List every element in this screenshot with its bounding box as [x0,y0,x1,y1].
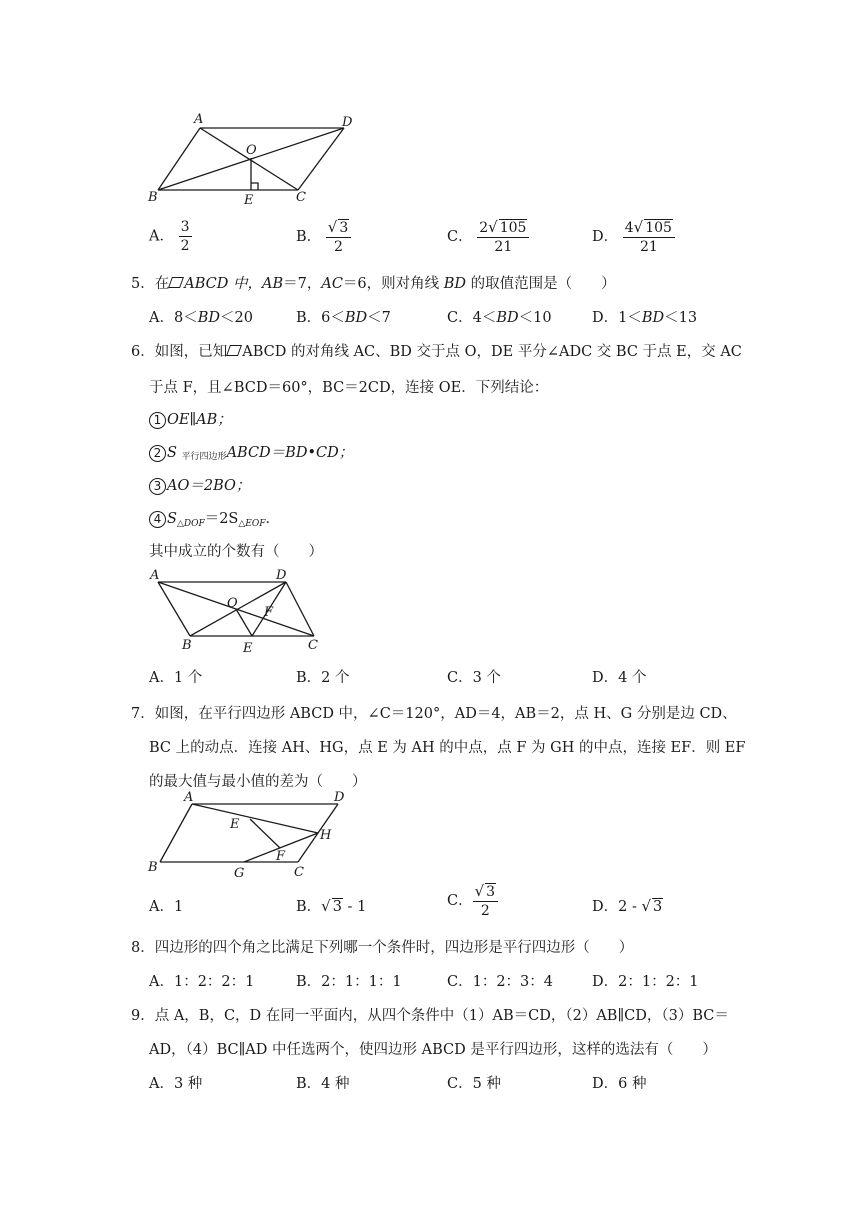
fig6-label-o: O [227,596,238,611]
q6-conclusion-3: 3 AO＝2BO； [149,474,250,495]
q6-stem-line1: 6．如图，已知 ABCD 的对角线 AC、BD 交于点 O，DE 平分∠ADC 交 BC 于点 E，交 AC [131,344,742,360]
q9-option-d[interactable]: D．6 种 [592,1076,647,1092]
fig4-label-e: E [244,193,254,208]
q5-option-d[interactable]: D．1＜BD＜13 [592,310,698,326]
fig7-label-h: H [320,828,332,843]
q4-option-b[interactable] [296,218,351,256]
q6-question: 其中成立的个数有（ ） [149,544,323,560]
figure-q4-parallelogram [140,110,370,210]
fig4-right-angle [251,183,258,190]
fig6-label-d: D [276,568,287,583]
fig7-label-b: B [148,860,158,875]
q4-option-a-label: A． [149,228,174,245]
fig7-label-a: A [184,790,194,805]
fig6-label-c: C [308,638,318,653]
q6-stem-line2: 于点 F，且∠BCD＝60°，BC＝2CD，连接 OE．下列结论： [149,380,549,396]
q7-option-a[interactable]: A．1 [149,899,184,915]
q9-option-c[interactable]: C．5 种 [447,1076,501,1092]
fig6-label-e: E [243,641,253,656]
fraction: $\frac{√ 3}{2}$ [326,218,351,256]
q5-option-a[interactable]: A．8＜BD＜20 [149,310,253,326]
fig7-label-g: G [234,866,245,881]
q6-conclusion-1: 1 OE∥AB； [149,408,232,429]
q4-option-d[interactable] [592,218,675,256]
q7-stem-line2: BC 上的动点．连接 AH、HG，点 E 为 AH 的中点，点 F 为 GH 的中点，连接 EF．则 EF [149,740,746,756]
fig7-label-c: C [294,865,304,880]
figure-q7-parallelogram [140,788,360,884]
q7-option-c[interactable]: C． $\frac{√ 3}{2}$ [447,882,498,920]
parallelogram-icon [168,277,184,288]
fig6-label-a: A [150,568,160,583]
fig4-side-ab [158,128,200,190]
fig4-label-o: O [246,143,257,158]
figure-q6-parallelogram [140,562,340,660]
fraction: $\frac{2√ 105}{21}$ [477,218,529,256]
fig6-label-f: F [264,605,274,620]
fig7-label-e: E [230,817,240,832]
fraction: $\frac{3}{2}$ [180,219,190,254]
q9-option-a[interactable]: A．3 种 [149,1076,203,1092]
q6-option-b[interactable]: B．2 个 [296,670,350,686]
q6-option-d[interactable]: D．4 个 [592,670,647,686]
q4-option-c-label: C． [447,229,473,245]
q4-option-b-label: B． [296,229,322,245]
q7-option-b[interactable]: B．√ 3 - 1 [296,897,367,915]
q6-option-a[interactable]: A．1 个 [149,670,203,686]
q5-stem: 5．在 ABCD 中，AB＝7，AC＝6，则对角线 BD 的取值范围是（ ） [131,276,616,292]
q8-stem: 8．四边形的四个角之比满足下列哪一个条件时，四边形是平行四边形（ ） [131,940,634,956]
fig7-label-f: F [276,849,286,864]
q6-conclusion-4: 4 $S_{\triangle DOF}=2S_{\triangle EOF}$． [149,507,280,529]
q4-option-c[interactable] [447,218,529,256]
q5-option-c[interactable]: C．4＜BD＜10 [447,310,552,326]
q8-option-b[interactable]: B．2：1：1：1 [296,974,402,990]
q6-option-c[interactable]: C．3 个 [447,670,501,686]
q5-option-b[interactable]: B．6＜BD＜7 [296,310,391,326]
q9-stem-line1: 9．点 A，B，C，D 在同一平面内，从四个条件中（1）AB＝CD，（2）AB∥CD，（3）BC＝ [131,1008,729,1024]
fig4-label-d: D [342,115,353,130]
q4-option-d-label: D． [592,229,619,245]
fig7-label-d: D [334,790,345,805]
parallelogram-icon [226,345,242,356]
fraction: $\frac{4√ 105}{21}$ [623,218,675,256]
fig4-side-cd [298,128,344,190]
q8-option-d[interactable]: D．2：1：2：1 [592,974,699,990]
q8-option-a[interactable]: A．1：2：2：1 [149,974,255,990]
q9-stem-line2: AD，（4）BC∥AD 中任选两个，使四边形 ABCD 是平行四边形，这样的选法有（ ） [149,1042,717,1058]
q9-option-b[interactable]: B．4 种 [296,1076,350,1092]
fig4-label-a: A [194,112,204,127]
q7-stem-line1: 7．如图，在平行四边形 ABCD 中，∠C＝120°，AD＝4，AB＝2，点 H、G 分别是边 CD、 [131,706,737,722]
q7-option-d[interactable]: D．2 - √ 3 [592,897,663,915]
fig6-label-b: B [182,638,192,653]
q7-stem-line3: 的最大值与最小值的差为（ ） [149,774,367,790]
q8-option-c[interactable]: C．1：2：3：4 [447,974,553,990]
fig4-label-b: B [148,190,158,205]
fig4-label-c: C [296,190,306,205]
fraction: $\frac{√ 3}{2}$ [473,882,498,920]
q4-option-a[interactable] [149,218,192,255]
q6-conclusion-2: 2 S 平行四边形ABCD＝BD•CD； [149,441,353,462]
